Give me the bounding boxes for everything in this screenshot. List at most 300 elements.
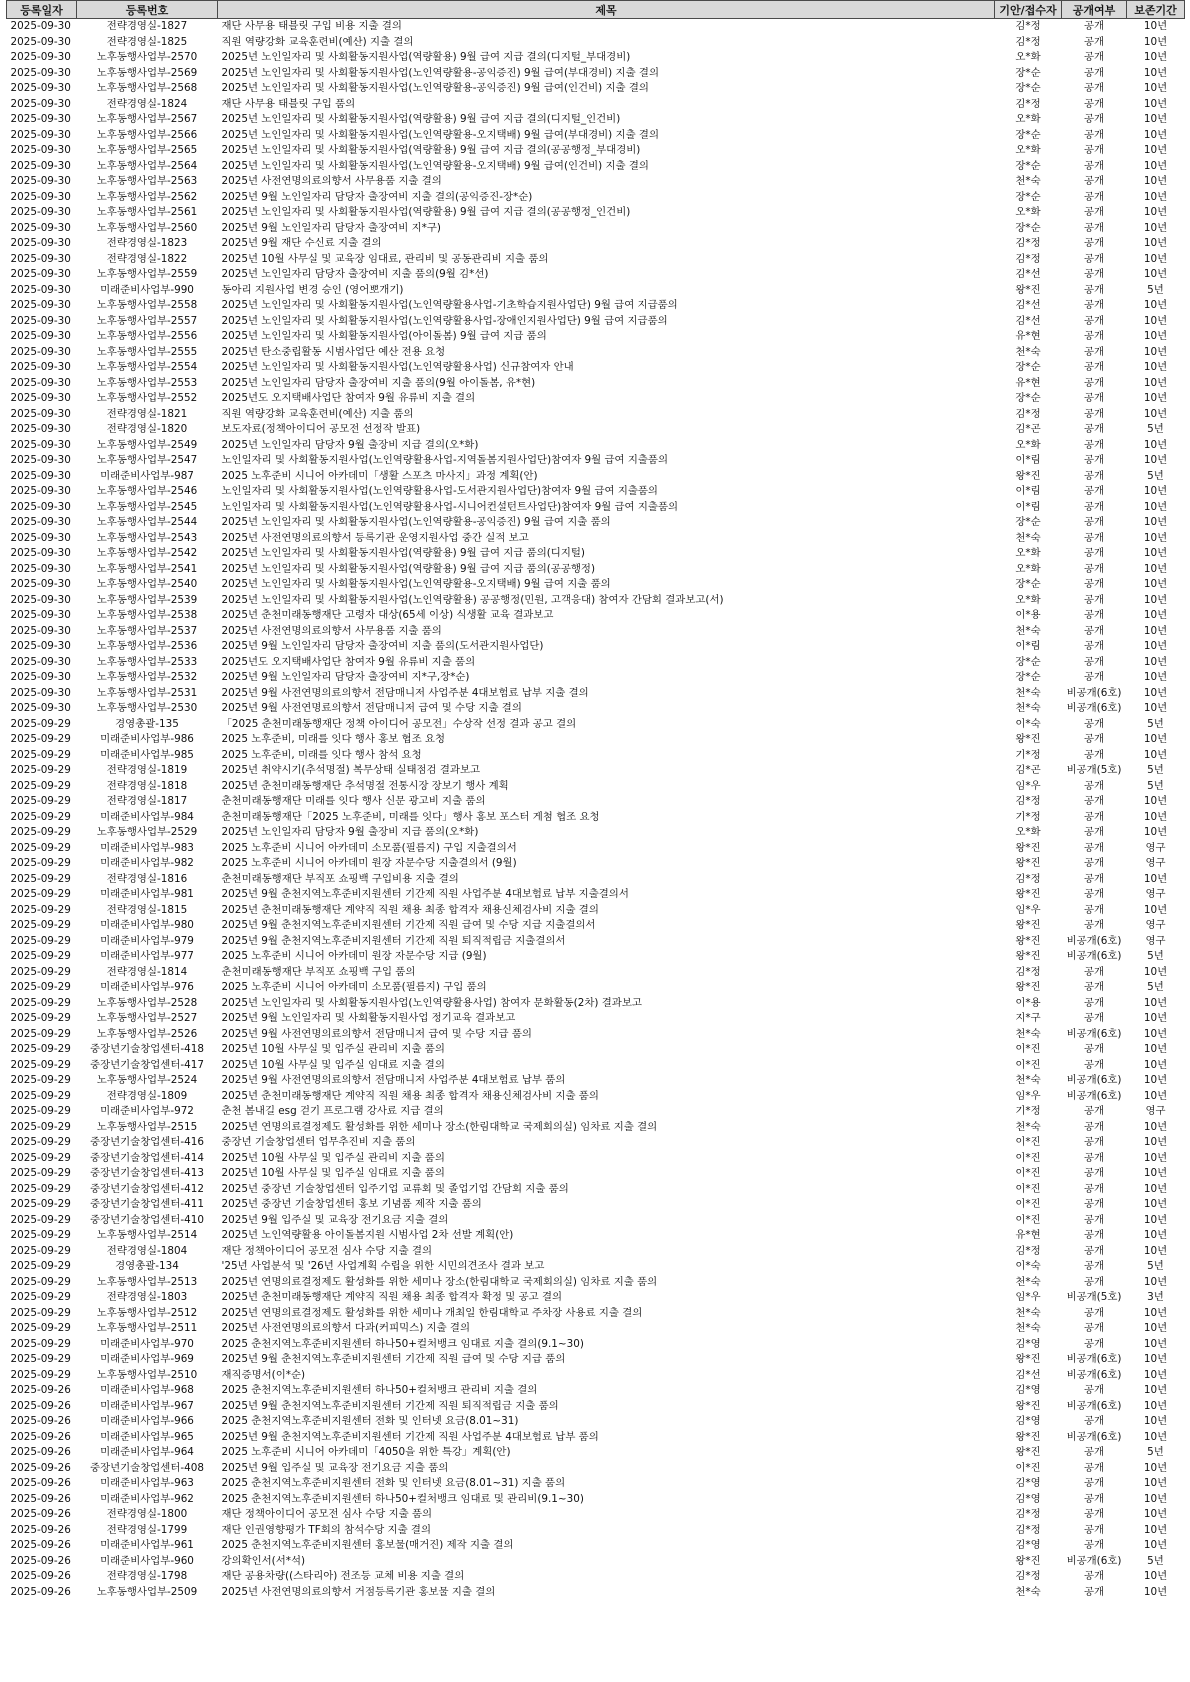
table-row (7, 453, 1185, 469)
cell-registration-number: 노후동행사업부-2530 (96, 702, 198, 714)
cell-disclosure: 공개 (1083, 20, 1105, 32)
cell-drafter: 장*순 (1015, 128, 1041, 141)
cell-drafter: 왕*진 (1015, 934, 1041, 947)
cell-drafter: 장*순 (1015, 516, 1041, 528)
cell-retention: 10년 (1143, 500, 1168, 513)
cell-disclosure: 공개 (1083, 113, 1105, 125)
cell-disclosure: 공개 (1083, 779, 1105, 792)
cell-disclosure: 공개 (1083, 1136, 1105, 1148)
cell-date: 2025-09-29 (10, 826, 71, 838)
cell-disclosure: 공개 (1083, 748, 1105, 761)
table-row (7, 1554, 1185, 1570)
cell-title: 2025년 노인일자리 및 사회활동지원사업(노인역량활용-오지택배) 9월 급여(인건비) 지출 결의 (221, 159, 649, 172)
cell-title: 춘천 봄내길 esg 걷기 프로그램 강사료 지급 결의 (221, 1105, 444, 1117)
cell-registration-number: 미래준비사업부-980 (100, 919, 194, 931)
table-row (7, 1523, 1185, 1539)
cell-registration-number: 노후동행사업부-2562 (96, 190, 198, 203)
cell-registration-number: 노후동행사업부-2558 (96, 299, 198, 311)
table-row (7, 531, 1185, 547)
cell-drafter: 오*화 (1015, 206, 1041, 218)
cell-disclosure: 공개 (1083, 1244, 1105, 1257)
cell-disclosure: 공개 (1083, 919, 1105, 931)
cell-retention: 10년 (1143, 1058, 1168, 1071)
cell-disclosure: 공개 (1083, 1492, 1105, 1505)
cell-disclosure: 비공개(5호) (1066, 764, 1122, 776)
cell-title: 2025년 노인일자리 및 사회활동지원사업(역량활용) 9월 급여 지급 결의(디지털_부대경비) (221, 51, 631, 63)
table-row (7, 794, 1185, 810)
cell-retention: 5년 (1147, 717, 1164, 730)
cell-disclosure: 비공개(6호) (1066, 1027, 1122, 1040)
table-row (7, 996, 1185, 1012)
cell-title: 중장년 기술창업센터 업무추진비 지출 품의 (221, 1136, 416, 1148)
cell-title: 2025년 춘천미래동행재단 추석명절 전통시장 장보기 행사 계획 (221, 779, 509, 792)
cell-drafter: 왕*진 (1015, 733, 1041, 745)
cell-date: 2025-09-29 (10, 888, 71, 900)
cell-registration-number: 노후동행사업부-2513 (96, 1275, 198, 1288)
cell-registration-number: 노후동행사업부-2553 (96, 376, 198, 389)
cell-title: 2025년 9월 입주실 및 교육장 전기요금 지출 품의 (221, 1461, 449, 1474)
table-row (7, 19, 1185, 35)
cell-title: 2025년 9월 노인일자리 담당자 출장여비 지*구) (221, 221, 441, 234)
cell-disclosure: 공개 (1083, 1585, 1105, 1598)
cell-disclosure: 공개 (1083, 314, 1105, 327)
cell-retention: 10년 (1143, 640, 1168, 652)
cell-date: 2025-09-30 (10, 20, 71, 32)
cell-title: 2025년 사전연명의료의향서 등록기관 운영지원사업 중간 실적 보고 (221, 531, 529, 544)
cell-drafter: 오*화 (1015, 144, 1041, 156)
cell-date: 2025-09-30 (10, 640, 71, 652)
cell-date: 2025-09-30 (10, 206, 71, 218)
cell-retention: 10년 (1143, 1012, 1168, 1024)
table-row (7, 159, 1185, 175)
cell-title: 2025년 9월 춘천지역노후준비지원센터 기간제 직원 급여 및 수당 지급 품의 (221, 1353, 566, 1365)
cell-retention: 10년 (1143, 237, 1168, 249)
cell-retention: 10년 (1143, 1368, 1168, 1381)
cell-date: 2025-09-29 (10, 1182, 71, 1195)
cell-drafter: 천*숙 (1015, 1074, 1041, 1086)
cell-retention: 10년 (1143, 299, 1168, 311)
cell-retention: 10년 (1143, 516, 1168, 528)
cell-registration-number: 미래준비사업부-961 (100, 1539, 194, 1551)
cell-drafter: 이*진 (1015, 1136, 1041, 1148)
cell-registration-number: 전략경영실-1818 (106, 779, 188, 792)
cell-drafter: 이*림 (1015, 500, 1041, 513)
cell-retention: 10년 (1143, 1182, 1168, 1195)
cell-retention: 10년 (1143, 1275, 1168, 1288)
cell-disclosure: 공개 (1083, 221, 1105, 234)
cell-retention: 10년 (1143, 252, 1168, 265)
cell-title: 동아리 지원사업 변경 승인 (영어뽀개기) (221, 283, 404, 296)
cell-date: 2025-09-30 (10, 51, 71, 63)
cell-title: 2025 노후준비, 미래를 잇다 행사 홍보 협조 요청 (221, 733, 445, 745)
cell-drafter: 장*순 (1015, 66, 1041, 79)
cell-date: 2025-09-29 (10, 857, 71, 869)
table-row (7, 670, 1185, 686)
cell-disclosure: 공개 (1083, 1260, 1105, 1272)
cell-drafter: 이*진 (1015, 1167, 1041, 1179)
cell-title: 2025년 9월 춘천지역노후준비지원센터 기간제 직원 퇴직적립금 지출 품의 (221, 1399, 559, 1412)
cell-drafter: 장*순 (1015, 655, 1041, 668)
cell-drafter: 기*정 (1015, 1105, 1041, 1117)
cell-date: 2025-09-30 (10, 283, 71, 296)
cell-disclosure: 공개 (1083, 268, 1105, 280)
cell-disclosure: 공개 (1083, 841, 1105, 854)
cell-registration-number: 중장년기술창업센터-408 (90, 1461, 204, 1474)
cell-title: 2025년 9월 노인일자리 담당자 출장여비 지*구,장*순) (221, 671, 470, 683)
cell-retention: 10년 (1143, 190, 1168, 203)
table-row (7, 221, 1185, 237)
cell-date: 2025-09-30 (10, 175, 71, 187)
table-row (7, 577, 1185, 593)
cell-drafter: 김*영 (1015, 1415, 1041, 1427)
cell-date: 2025-09-26 (10, 1461, 71, 1474)
cell-title: 노인일자리 및 사회활동지원사업(노인역량활용사업-지역돌봄지원사업단)참여자 9월 급여 지출품의 (221, 454, 669, 466)
cell-date: 2025-09-30 (10, 82, 71, 94)
cell-disclosure: 공개 (1083, 500, 1105, 513)
cell-drafter: 이*숙 (1015, 1260, 1041, 1272)
cell-disclosure: 공개 (1083, 469, 1105, 482)
table-row (7, 732, 1185, 748)
cell-disclosure: 공개 (1083, 857, 1105, 869)
cell-date: 2025-09-30 (10, 624, 71, 637)
table-row (7, 841, 1185, 857)
cell-retention: 10년 (1143, 1384, 1168, 1396)
cell-registration-number: 중장년기술창업센터-414 (90, 1151, 204, 1164)
cell-disclosure: 공개 (1083, 82, 1105, 94)
cell-date: 2025-09-30 (10, 423, 71, 435)
table-row (7, 1042, 1185, 1058)
cell-title: 2025년 9월 노인일자리 담당자 출장여비 지출 품의(도서관지원사업단) (221, 640, 544, 652)
cell-registration-number: 전략경영실-1814 (106, 965, 188, 978)
cell-retention: 10년 (1143, 1570, 1168, 1582)
cell-retention: 10년 (1143, 392, 1168, 404)
cell-date: 2025-09-26 (10, 1430, 71, 1443)
cell-title: 2025년 노인일자리 및 사회활동지원사업(노인역량활용사업-기초학습지원사업단) 9월 급여 지급품의 (221, 299, 678, 311)
cell-drafter: 이*용 (1015, 609, 1041, 621)
cell-drafter: 장*순 (1015, 361, 1041, 373)
cell-retention: 10년 (1143, 1089, 1168, 1102)
cell-drafter: 이*진 (1015, 1043, 1041, 1055)
cell-registration-number: 노후동행사업부-2545 (96, 500, 198, 513)
cell-title: 2025년 9월 재단 수신료 지출 결의 (221, 237, 382, 249)
table-row (7, 298, 1185, 314)
cell-retention: 영구 (1145, 857, 1166, 869)
cell-drafter: 이*진 (1015, 1151, 1041, 1164)
cell-date: 2025-09-30 (10, 314, 71, 327)
table-row (7, 810, 1185, 826)
cell-retention: 10년 (1143, 748, 1168, 761)
cell-date: 2025-09-29 (10, 903, 71, 916)
cell-title: 2025 노후준비, 미래를 잇다 행사 참석 요청 (221, 748, 422, 761)
cell-date: 2025-09-30 (10, 702, 71, 714)
cell-registration-number: 전략경영실-1822 (106, 252, 188, 265)
cell-title: 2025년 노인일자리 담당자 출장여비 지출 품의(9월 김*선) (221, 268, 489, 280)
table-row (7, 190, 1185, 206)
table-row (7, 500, 1185, 516)
cell-drafter: 임*우 (1015, 1089, 1041, 1102)
cell-disclosure: 비공개(6호) (1066, 950, 1122, 962)
cell-disclosure: 공개 (1083, 1012, 1105, 1024)
cell-drafter: 이*진 (1015, 1182, 1041, 1195)
cell-retention: 10년 (1143, 702, 1168, 714)
table-row (7, 686, 1185, 702)
cell-drafter: 유*현 (1015, 1229, 1041, 1241)
cell-retention: 5년 (1147, 1260, 1164, 1272)
cell-disclosure: 공개 (1083, 423, 1105, 435)
cell-drafter: 장*순 (1015, 190, 1041, 203)
table-row (7, 701, 1185, 717)
table-row (7, 236, 1185, 252)
cell-date: 2025-09-29 (10, 1260, 71, 1272)
cell-title: 2025년 탄소중립활동 시범사업단 예산 전용 요청 (221, 345, 446, 358)
cell-drafter: 김*정 (1015, 965, 1041, 978)
table-row (7, 1399, 1185, 1415)
cell-date: 2025-09-29 (10, 1105, 71, 1117)
cell-retention: 영구 (1145, 1105, 1166, 1117)
cell-registration-number: 전략경영실-1817 (106, 795, 188, 807)
cell-date: 2025-09-29 (10, 779, 71, 792)
header-title: 제목 (218, 1, 995, 19)
cell-disclosure: 공개 (1083, 51, 1105, 63)
table-row (7, 1337, 1185, 1353)
cell-drafter: 왕*진 (1015, 1353, 1041, 1365)
table-row (7, 779, 1185, 795)
cell-title: 2025년 9월 사전연명의료의향서 전담매니저 사업주분 4대보험료 납부 품의 (221, 1074, 566, 1086)
cell-retention: 10년 (1143, 1430, 1168, 1443)
cell-title: 2025년 노인일자리 및 사회활동지원사업(노인역량활용-공익증진) 9월 급여(인건비) 지출 결의 (221, 82, 649, 94)
table-row (7, 1306, 1185, 1322)
cell-disclosure: 공개 (1083, 66, 1105, 79)
table-row (7, 1352, 1185, 1368)
cell-title: 2025 춘천지역노후준비지원센터 전화 및 인터넷 요금(8.01~31) 지출 품의 (221, 1477, 566, 1489)
cell-disclosure: 공개 (1083, 252, 1105, 265)
cell-registration-number: 미래준비사업부-982 (100, 857, 194, 869)
table-header (7, 1, 1185, 19)
cell-registration-number: 노후동행사업부-2515 (96, 1120, 198, 1133)
cell-date: 2025-09-29 (10, 1353, 71, 1365)
cell-retention: 10년 (1143, 733, 1168, 745)
cell-disclosure: 공개 (1083, 717, 1105, 730)
cell-title: 2025년 노인일자리 및 사회활동지원사업(노인역량활용사업) 신규참여자 안내 (221, 361, 574, 373)
cell-drafter: 왕*진 (1015, 1399, 1041, 1412)
cell-retention: 10년 (1143, 1198, 1168, 1210)
cell-date: 2025-09-29 (10, 1027, 71, 1040)
cell-registration-number: 중장년기술창업센터-411 (90, 1198, 204, 1210)
table-row (7, 1492, 1185, 1508)
table-row (7, 1585, 1185, 1601)
cell-registration-number: 노후동행사업부-2569 (96, 66, 198, 79)
cell-disclosure: 공개 (1083, 35, 1105, 48)
cell-drafter: 김*곤 (1015, 764, 1041, 776)
cell-retention: 10년 (1143, 1539, 1168, 1551)
cell-date: 2025-09-26 (10, 1384, 71, 1396)
cell-drafter: 이*진 (1015, 1461, 1041, 1474)
cell-drafter: 장*순 (1015, 578, 1041, 590)
cell-retention: 10년 (1143, 1213, 1168, 1226)
cell-disclosure: 공개 (1083, 655, 1105, 668)
cell-disclosure: 공개 (1083, 671, 1105, 683)
cell-title: 재직증명서(이*순) (221, 1368, 306, 1381)
cell-title: 강의확인서(서*석) (221, 1554, 306, 1567)
cell-date: 2025-09-30 (10, 469, 71, 482)
cell-retention: 10년 (1143, 330, 1168, 342)
cell-title: 2025 춘천지역노후준비지원센터 하나50+컬처뱅크 임대료 지출 결의(9.1~30) (221, 1337, 584, 1350)
cell-disclosure: 공개 (1083, 795, 1105, 807)
cell-drafter: 김*정 (1015, 20, 1041, 32)
cell-title: 2025 노후준비 시니어 아카데미 소모품(필름지) 구입 품의 (221, 981, 487, 993)
cell-title: 2025년 노인일자리 담당자 9월 출장비 지급 결의(오*화) (221, 438, 479, 451)
cell-title: 2025년 연명의료결정제도 활성화를 위한 세미나 장소(한림대학교 국제회의실) 임차료 지출 결의 (221, 1120, 658, 1133)
cell-disclosure: 비공개(5호) (1066, 1291, 1122, 1303)
cell-title: 2025년 노인일자리 담당자 출장여비 지출 품의(9월 아이돌봄, 유*현) (221, 376, 536, 389)
cell-date: 2025-09-30 (10, 500, 71, 513)
cell-retention: 10년 (1143, 1244, 1168, 1257)
cell-drafter: 이*림 (1015, 640, 1041, 652)
cell-title: 재단 정책아이디어 공모전 심사 수당 지출 결의 (221, 1244, 433, 1257)
cell-title: 2025년 10월 사무실 및 입주실 임대료 지출 결의 (221, 1058, 445, 1071)
cell-registration-number: 노후동행사업부-2536 (96, 640, 198, 652)
cell-drafter: 천*숙 (1015, 1120, 1041, 1133)
cell-retention: 10년 (1143, 361, 1168, 373)
cell-registration-number: 노후동행사업부-2538 (96, 609, 198, 621)
cell-title: 2025 춘천지역노후준비지원센터 전화 및 인터넷 요금(8.01~31) (221, 1415, 519, 1427)
cell-drafter: 김*정 (1015, 35, 1041, 48)
cell-retention: 10년 (1143, 609, 1168, 621)
cell-registration-number: 중장년기술창업센터-417 (90, 1058, 204, 1071)
cell-disclosure: 공개 (1083, 454, 1105, 466)
cell-disclosure: 공개 (1083, 1043, 1105, 1055)
cell-date: 2025-09-30 (10, 671, 71, 683)
cell-retention: 10년 (1143, 1415, 1168, 1427)
cell-date: 2025-09-30 (10, 655, 71, 668)
cell-disclosure: 비공개(6호) (1066, 1353, 1122, 1365)
cell-title: 보도자료(정책아이디어 공모전 선정작 발표) (221, 423, 421, 435)
cell-drafter: 김*선 (1015, 1368, 1041, 1381)
cell-date: 2025-09-30 (10, 547, 71, 559)
cell-disclosure: 공개 (1083, 345, 1105, 358)
table-row (7, 438, 1185, 454)
cell-date: 2025-09-26 (10, 1554, 71, 1567)
cell-drafter: 천*숙 (1015, 702, 1041, 714)
cell-date: 2025-09-30 (10, 144, 71, 156)
cell-drafter: 김*선 (1015, 299, 1041, 311)
table-row (7, 112, 1185, 128)
cell-title: 2025년 노인일자리 및 사회활동지원사업(노인역량활용사업-장애인지원사업단) 9월 급여 지급품의 (221, 314, 668, 327)
cell-retention: 10년 (1143, 407, 1168, 420)
cell-registration-number: 미래준비사업부-962 (100, 1492, 194, 1505)
cell-date: 2025-09-29 (10, 841, 71, 854)
cell-date: 2025-09-29 (10, 1151, 71, 1164)
cell-disclosure: 공개 (1083, 376, 1105, 389)
cell-registration-number: 미래준비사업부-969 (100, 1353, 194, 1365)
cell-drafter: 왕*진 (1015, 1430, 1041, 1443)
header-disclosure: 공개여부 (1062, 1, 1127, 19)
cell-title: 2025년 노인일자리 및 사회활동지원사업(역량활용) 9월 급여 지급 결의(디지털_인건비) (221, 113, 621, 125)
cell-retention: 10년 (1143, 1074, 1168, 1086)
cell-title: 2025 춘천지역노후준비지원센터 하나50+컬처뱅크 임대료 및 관리비(9.1~30) (221, 1492, 584, 1505)
cell-disclosure: 공개 (1083, 1477, 1105, 1489)
cell-drafter: 장*순 (1015, 159, 1041, 172)
cell-title: 2025년 9월 사전연명의료의향서 전담매니저 급여 및 수당 지급 품의 (221, 1027, 532, 1040)
table-row (7, 1073, 1185, 1089)
cell-title: 2025년 노인일자리 및 사회활동지원사업(노인역량활용-오지택배) 9월 급여(부대경비) 지출 결의 (221, 128, 659, 141)
cell-title: 2025년 노인일자리 및 사회활동지원사업(역량활용) 9월 급여 지급 품의(디지털) (221, 547, 585, 559)
cell-retention: 10년 (1143, 1043, 1168, 1055)
cell-retention: 10년 (1143, 1027, 1168, 1040)
cell-title: 2025년 노인일자리 및 사회활동지원사업(노인역량활용-공익증진) 9월 급여(부대경비) 지출 결의 (221, 66, 659, 79)
table-row (7, 1259, 1185, 1275)
cell-registration-number: 노후동행사업부-2561 (96, 206, 198, 218)
cell-drafter: 천*숙 (1015, 1585, 1041, 1598)
cell-drafter: 김*정 (1015, 1508, 1041, 1520)
cell-drafter: 장*순 (1015, 671, 1041, 683)
cell-title: 춘천미래동행재단「2025 노후준비, 미래를 잇다」행사 홍보 포스터 게첨 협조 요청 (221, 810, 600, 823)
cell-disclosure: 공개 (1083, 1539, 1105, 1551)
cell-registration-number: 노후동행사업부-2524 (96, 1074, 198, 1086)
cell-retention: 10년 (1143, 531, 1168, 544)
cell-disclosure: 비공개(6호) (1066, 1399, 1122, 1412)
cell-date: 2025-09-30 (10, 438, 71, 451)
cell-date: 2025-09-30 (10, 35, 71, 48)
cell-registration-number: 미래준비사업부-977 (100, 950, 194, 962)
table-row (7, 1569, 1185, 1585)
cell-title: 2025 노후준비 시니어 아카데미 소모품(필름지) 구입 지출결의서 (221, 841, 517, 854)
cell-retention: 10년 (1143, 175, 1168, 187)
cell-disclosure: 공개 (1083, 144, 1105, 156)
cell-retention: 10년 (1143, 144, 1168, 156)
cell-retention: 10년 (1143, 113, 1168, 125)
cell-retention: 10년 (1143, 454, 1168, 466)
cell-date: 2025-09-29 (10, 764, 71, 776)
cell-drafter: 이*진 (1015, 1198, 1041, 1210)
cell-drafter: 오*화 (1015, 438, 1041, 451)
cell-drafter: 왕*진 (1015, 950, 1041, 962)
table-row (7, 608, 1185, 624)
cell-registration-number: 전략경영실-1820 (106, 423, 188, 435)
cell-title: 2025년 춘천미래동행재단 고령자 대상(65세 이상) 식생활 교육 결과보고 (221, 609, 554, 621)
cell-drafter: 오*화 (1015, 113, 1041, 125)
cell-disclosure: 공개 (1083, 438, 1105, 451)
cell-date: 2025-09-26 (10, 1539, 71, 1551)
table-row (7, 1213, 1185, 1229)
header-registration-date: 등록일자 (7, 1, 77, 19)
cell-disclosure: 공개 (1083, 1384, 1105, 1396)
cell-drafter: 오*화 (1015, 51, 1041, 63)
cell-retention: 10년 (1143, 20, 1168, 32)
cell-disclosure: 공개 (1083, 1322, 1105, 1334)
cell-date: 2025-09-29 (10, 1136, 71, 1148)
table-row (7, 35, 1185, 51)
cell-drafter: 유*현 (1015, 376, 1041, 389)
cell-title: 2025 노후준비 시니어 아카데미「4050을 위한 특강」계획(안) (221, 1446, 511, 1458)
cell-title: 춘천미래동행재단 미래를 잇다 행사 신문 광고비 지출 품의 (221, 795, 486, 807)
cell-date: 2025-09-29 (10, 1074, 71, 1086)
cell-date: 2025-09-30 (10, 562, 71, 575)
cell-disclosure: 공개 (1083, 1461, 1105, 1474)
cell-retention: 5년 (1147, 779, 1164, 792)
table-row (7, 1182, 1185, 1198)
table-row (7, 639, 1185, 655)
cell-drafter: 김*정 (1015, 252, 1041, 265)
cell-registration-number: 노후동행사업부-2539 (96, 593, 198, 606)
table-row (7, 748, 1185, 764)
cell-retention: 10년 (1143, 314, 1168, 327)
table-row (7, 143, 1185, 159)
table-row (7, 1244, 1185, 1260)
cell-title: 2025년 연명의료결정제도 활성화를 위한 세미나 개최일 한림대학교 주차장 사용료 지출 결의 (221, 1306, 643, 1319)
cell-retention: 10년 (1143, 624, 1168, 637)
cell-disclosure: 공개 (1083, 965, 1105, 978)
